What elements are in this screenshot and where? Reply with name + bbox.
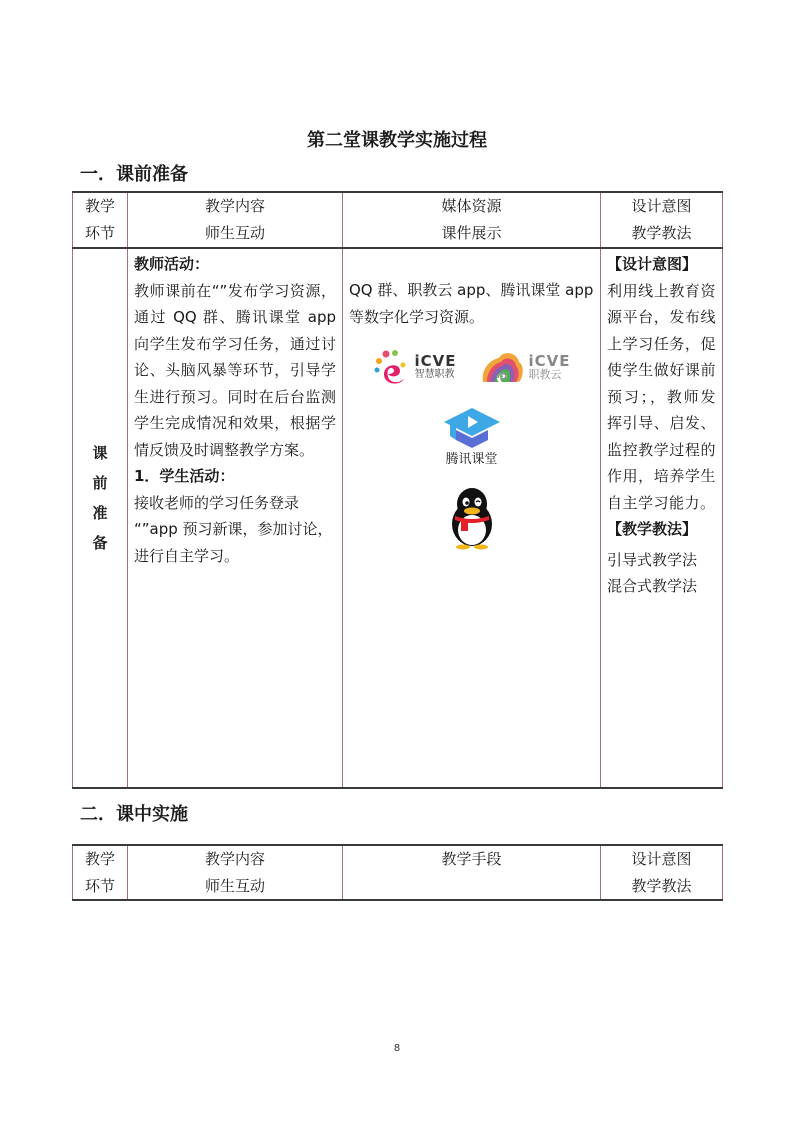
qq-logo bbox=[349, 486, 594, 550]
icve-smart-logo bbox=[372, 348, 456, 388]
teacher-activity-text: 教师课前在“”发布学习资源，通过 QQ 群、腾讯课堂 app 向学生发布学习任务，通过讨论、头脑风暴等环节，引导学生进行预习。同时在后台监测学生完成情况和效果，根据学情反馈及时调整教学方案。 bbox=[134, 281, 336, 459]
header-text: 设计意图 bbox=[631, 850, 692, 868]
header-stage bbox=[73, 845, 128, 900]
table-header-row bbox=[73, 192, 723, 248]
stage-char: 备 bbox=[92, 534, 108, 552]
icve-cloud-sub: 职教云 bbox=[528, 368, 562, 381]
tencent-classroom-logo bbox=[349, 406, 594, 468]
header-content bbox=[128, 845, 343, 900]
header-text: 环节 bbox=[84, 876, 115, 895]
teacher-activity-label: 教师活动： bbox=[134, 255, 210, 273]
design-intent-text: 利用线上教育资源平台，发布线上学习任务，促使学生做好课前预习；，教师发挥引导、启发、监控教学过程的作用，培养学生自主学习能力。 bbox=[607, 281, 716, 512]
teaching-method-item: 引导式教学法 bbox=[607, 550, 698, 569]
icve-cloud-logo bbox=[479, 348, 571, 388]
header-text: 环节 bbox=[84, 223, 115, 242]
student-activity-label: 1．学生活动： bbox=[134, 467, 235, 485]
header-text: 教学 bbox=[84, 850, 115, 868]
preclass-table bbox=[72, 191, 723, 789]
header-text: 师生互动 bbox=[204, 223, 265, 242]
icve-smart-logo-icon bbox=[372, 348, 410, 388]
tencent-classroom-logo-icon bbox=[442, 406, 502, 450]
media-text: QQ 群、职教云 app、腾讯课堂 app 等数字化学习资源。 bbox=[349, 281, 594, 326]
header-text: 教学内容 bbox=[204, 197, 265, 215]
header-text: 教学教法 bbox=[631, 876, 692, 895]
header-means bbox=[343, 845, 601, 900]
document-title: 第二堂课教学实施过程 bbox=[307, 130, 487, 151]
header-text: 教学教法 bbox=[631, 223, 692, 242]
qq-penguin-logo-icon bbox=[447, 486, 497, 550]
inclass-table bbox=[72, 844, 723, 901]
header-design bbox=[601, 845, 723, 900]
table-header-row bbox=[73, 845, 723, 900]
header-text: 教学 bbox=[84, 197, 115, 215]
stage-char: 前 bbox=[92, 474, 108, 492]
header-text: 教学手段 bbox=[441, 850, 502, 868]
header-content bbox=[128, 192, 343, 248]
teaching-method-label: 【教学教法】 bbox=[607, 520, 698, 538]
design-cell bbox=[601, 248, 723, 788]
stage-char: 课 bbox=[92, 444, 108, 462]
tencent-classroom-label: 腾讯课堂 bbox=[445, 452, 498, 467]
header-text: 设计意图 bbox=[631, 197, 692, 215]
header-text: 教学内容 bbox=[204, 850, 265, 868]
header-text: 媒体资源 bbox=[441, 197, 502, 215]
icve-cloud-name: iCVE bbox=[528, 352, 571, 370]
header-stage bbox=[73, 192, 128, 248]
icve-cloud-logo-icon bbox=[479, 348, 525, 388]
table-row bbox=[73, 248, 723, 788]
page-number: 8 bbox=[393, 1043, 401, 1054]
header-text: 课件展示 bbox=[441, 223, 502, 242]
header-design bbox=[601, 192, 723, 248]
content-cell bbox=[128, 248, 343, 788]
section-heading-preclass: 一．课前准备 bbox=[80, 164, 188, 185]
stage-cell bbox=[73, 248, 128, 788]
icve-smart-sub: 智慧职教 bbox=[414, 369, 455, 380]
header-media bbox=[343, 192, 601, 248]
section-heading-inclass: 二．课中实施 bbox=[80, 804, 188, 825]
student-activity-text: 接收老师的学习任务登录 “”app 预习新课，参加讨论，进行自主学习。 bbox=[134, 493, 333, 565]
icve-smart-name: iCVE bbox=[414, 352, 457, 370]
teaching-method-item: 混合式教学法 bbox=[607, 577, 698, 595]
media-cell bbox=[343, 248, 601, 788]
header-text: 师生互动 bbox=[204, 876, 265, 895]
design-intent-label: 【设计意图】 bbox=[607, 255, 698, 273]
stage-char: 准 bbox=[92, 504, 108, 522]
